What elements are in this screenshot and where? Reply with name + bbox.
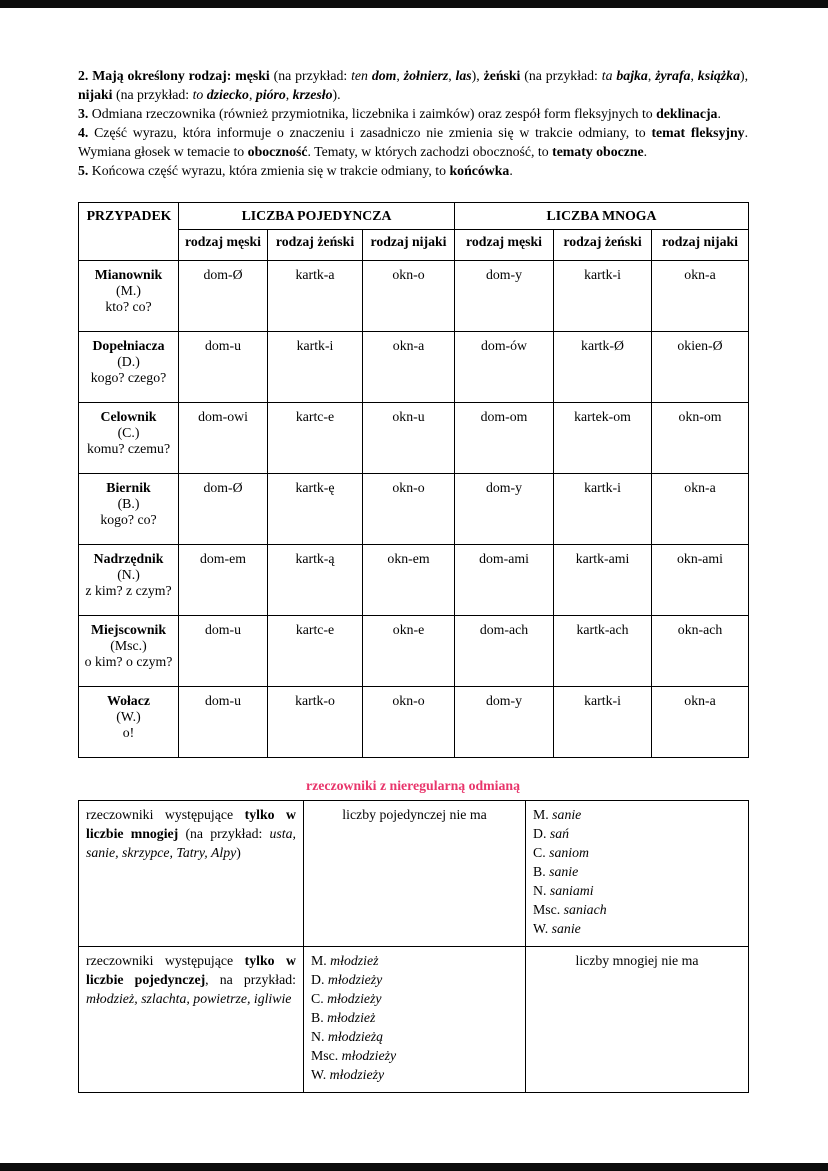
form-cell: dom-ach xyxy=(455,616,554,687)
form-cell: okn-a xyxy=(652,261,749,332)
case-name: Celownik xyxy=(100,409,157,424)
column-header-singular: LICZBA POJEDYNCZA xyxy=(179,203,455,230)
case-abbr: (N.) xyxy=(117,567,140,582)
declension-line: W. młodzieży xyxy=(311,1067,385,1082)
table-subheader-row xyxy=(79,230,749,261)
form-cell: dom-y xyxy=(455,261,554,332)
form-cell: dom-om xyxy=(455,403,554,474)
form-cell: dom-u xyxy=(179,616,268,687)
form-cell: kartk-ą xyxy=(268,545,363,616)
form-cell: okn-ami xyxy=(652,545,749,616)
form-cell: kartk-a xyxy=(268,261,363,332)
form-cell: okn-a xyxy=(652,687,749,758)
case-abbr: (C.) xyxy=(117,425,140,440)
form-cell: okn-o xyxy=(363,687,455,758)
form-cell: okn-em xyxy=(363,545,455,616)
declension-line: Msc. saniach xyxy=(533,902,607,917)
subheader-pl-neuter: rodzaj nijaki xyxy=(652,230,749,261)
table-row-biernik xyxy=(79,474,749,545)
page-bottom-bar xyxy=(0,1163,828,1171)
form-cell: kartk-i xyxy=(268,332,363,403)
form-cell: okn-o xyxy=(363,261,455,332)
form-cell: dom-em xyxy=(179,545,268,616)
declension-line: M. sanie xyxy=(533,807,582,822)
declension-line: D. sań xyxy=(533,826,570,841)
section-heading-irregular: rzeczowniki z nieregularną odmianą xyxy=(306,778,520,793)
case-abbr: (M.) xyxy=(116,283,141,298)
case-name: Mianownik xyxy=(94,267,163,282)
case-name: Miejscownik xyxy=(90,622,167,637)
form-cell: okn-u xyxy=(363,403,455,474)
form-cell: dom-ów xyxy=(455,332,554,403)
form-cell: kartk-Ø xyxy=(554,332,652,403)
form-cell: okn-a xyxy=(363,332,455,403)
case-cell xyxy=(79,403,179,474)
form-cell: okn-ach xyxy=(652,616,749,687)
table-row-mianownik xyxy=(79,261,749,332)
form-cell: kartk-ę xyxy=(268,474,363,545)
column-header-plural: LICZBA MNOGA xyxy=(455,203,749,230)
form-cell: dom-ami xyxy=(455,545,554,616)
column-header-przypadek: PRZYPADEK xyxy=(79,203,179,261)
case-name: Biernik xyxy=(106,480,151,495)
form-cell: okn-a xyxy=(652,474,749,545)
subheader-sg-feminine: rodzaj żeński xyxy=(268,230,363,261)
case-question: kogo? co? xyxy=(100,512,157,527)
case-abbr: (W.) xyxy=(116,709,141,724)
declension-line: B. sanie xyxy=(533,864,579,879)
form-cell: okn-e xyxy=(363,616,455,687)
table-header-row xyxy=(79,203,749,230)
case-question: kogo? czego? xyxy=(90,370,167,385)
irregular-row-singular-only xyxy=(79,947,749,1093)
case-abbr: (Msc.) xyxy=(110,638,147,653)
subheader-sg-neuter: rodzaj nijaki xyxy=(363,230,455,261)
irregular-nouns-table xyxy=(78,800,749,1093)
declension-list-cell xyxy=(304,947,526,1093)
form-cell: kartk-i xyxy=(554,261,652,332)
form-cell: dom-y xyxy=(455,687,554,758)
form-cell: okien-Ø xyxy=(652,332,749,403)
paragraph-2: 2. Mają określony rodzaj: męski (na przykład: ten dom, żołnierz, las), żeński (na przykład: ta bajka, żyrafa, książka), nijaki (na przykład: to dziecko, pióro, krzesło). xyxy=(78,68,749,102)
paragraph-5: 5. Końcowa część wyrazu, która zmienia się w trakcie odmiany, to końcówka. xyxy=(78,163,513,178)
case-question: kto? co? xyxy=(105,299,152,314)
table-row-celownik xyxy=(79,403,749,474)
form-cell: kartek-om xyxy=(554,403,652,474)
form-cell: dom-y xyxy=(455,474,554,545)
case-question: o! xyxy=(122,725,135,740)
declension-line: N. młodzieżą xyxy=(311,1029,384,1044)
note-cell: liczby pojedynczej nie ma xyxy=(304,801,526,947)
note-cell: liczby mnogiej nie ma xyxy=(526,947,749,1093)
description-cell: rzeczowniki występujące tylko w liczbie mnogiej (na przykład: usta, sanie, skrzypce, Tatry, Alpy) xyxy=(79,801,304,947)
case-question: komu? czemu? xyxy=(86,441,171,456)
form-cell: dom-owi xyxy=(179,403,268,474)
subheader-pl-feminine: rodzaj żeński xyxy=(554,230,652,261)
declension-line: C. saniom xyxy=(533,845,589,860)
form-cell: kartk-o xyxy=(268,687,363,758)
form-cell: kartc-e xyxy=(268,403,363,474)
irregular-row-plural-only xyxy=(79,801,749,947)
case-name: Wołacz xyxy=(107,693,150,708)
form-cell: kartk-ami xyxy=(554,545,652,616)
case-cell xyxy=(79,332,179,403)
declension-line: B. młodzież xyxy=(311,1010,376,1025)
subheader-pl-masculine: rodzaj męski xyxy=(455,230,554,261)
case-question: o kim? o czym? xyxy=(84,654,173,669)
paragraph-4: 4. Część wyrazu, która informuje o znaczeniu i zasadniczo nie zmienia się w trakcie odmiany, to temat fleksyjny. Wymiana głosek w temacie to oboczność. Tematy, w których zachodzi oboczność, to tematy oboczne. xyxy=(78,125,749,159)
form-cell: dom-Ø xyxy=(179,261,268,332)
declension-list-cell xyxy=(526,801,749,947)
declension-line: Msc. młodzieży xyxy=(311,1048,397,1063)
case-name: Nadrzędnik xyxy=(93,551,164,566)
case-question: z kim? z czym? xyxy=(85,583,172,598)
form-cell: dom-Ø xyxy=(179,474,268,545)
subheader-sg-masculine: rodzaj męski xyxy=(179,230,268,261)
form-cell: dom-u xyxy=(179,687,268,758)
form-cell: okn-o xyxy=(363,474,455,545)
table-row-narzednik xyxy=(79,545,749,616)
description-cell: rzeczowniki występujące tylko w liczbie pojedynczej, na przykład: młodzież, szlachta, powietrze, igliwie xyxy=(79,947,304,1093)
case-cell xyxy=(79,687,179,758)
case-name: Dopełniacza xyxy=(92,338,165,353)
case-cell xyxy=(79,545,179,616)
form-cell: dom-u xyxy=(179,332,268,403)
declension-line: N. saniami xyxy=(533,883,594,898)
declension-line: D. młodzieży xyxy=(311,972,383,987)
declension-table xyxy=(78,202,749,758)
case-cell xyxy=(79,616,179,687)
declension-line: C. młodzieży xyxy=(311,991,382,1006)
form-cell: okn-om xyxy=(652,403,749,474)
case-cell xyxy=(79,474,179,545)
page-top-bar xyxy=(0,0,828,8)
declension-line: M. młodzież xyxy=(311,953,379,968)
case-abbr: (D.) xyxy=(117,354,140,369)
paragraph-3: 3. Odmiana rzeczownika (również przymiotnika, liczebnika i zaimków) oraz zespół form fleksyjnych to deklinacja. xyxy=(78,106,721,121)
form-cell: kartk-ach xyxy=(554,616,652,687)
declension-line: W. sanie xyxy=(533,921,581,936)
case-cell xyxy=(79,261,179,332)
table-row-wolacz xyxy=(79,687,749,758)
form-cell: kartk-i xyxy=(554,687,652,758)
table-row-dopelniacz xyxy=(79,332,749,403)
case-abbr: (B.) xyxy=(117,496,140,511)
form-cell: kartc-e xyxy=(268,616,363,687)
form-cell: kartk-i xyxy=(554,474,652,545)
table-row-miejscownik xyxy=(79,616,749,687)
